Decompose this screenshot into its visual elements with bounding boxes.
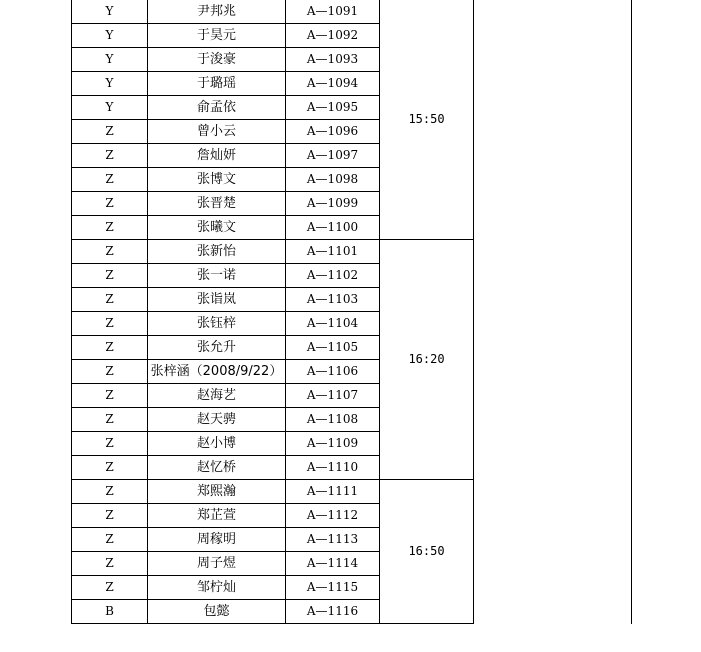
student-name-cell: 于浚豪	[148, 48, 286, 72]
ticket-number-cell: A—1096	[286, 120, 380, 144]
student-name-cell: 赵小博	[148, 432, 286, 456]
student-name-cell: 包懿	[148, 600, 286, 624]
ticket-number-cell: A—1104	[286, 312, 380, 336]
ticket-number-cell: A—1102	[286, 264, 380, 288]
blank-column-cell	[474, 0, 632, 624]
student-name-cell: 张晋楚	[148, 192, 286, 216]
ticket-number-cell: A—1111	[286, 480, 380, 504]
surname-initial-cell: Z	[72, 240, 148, 264]
surname-initial-cell: Y	[72, 24, 148, 48]
ticket-number-cell: A—1097	[286, 144, 380, 168]
surname-initial-cell: Z	[72, 408, 148, 432]
time-slot-cell: 15:50	[380, 0, 474, 240]
student-name-cell: 赵天骋	[148, 408, 286, 432]
ticket-number-cell: A—1098	[286, 168, 380, 192]
ticket-number-cell: A—1110	[286, 456, 380, 480]
time-slot-cell: 16:50	[380, 480, 474, 624]
surname-initial-cell: Z	[72, 456, 148, 480]
roster-body	[72, 0, 632, 624]
student-name-cell: 俞孟依	[148, 96, 286, 120]
ticket-number-cell: A—1092	[286, 24, 380, 48]
surname-initial-cell: Z	[72, 552, 148, 576]
student-name-cell: 郑芷萱	[148, 504, 286, 528]
surname-initial-cell: Z	[72, 312, 148, 336]
student-name-cell: 张诣岚	[148, 288, 286, 312]
ticket-number-cell: A—1099	[286, 192, 380, 216]
ticket-number-cell: A—1114	[286, 552, 380, 576]
surname-initial-cell: Z	[72, 384, 148, 408]
surname-initial-cell: Z	[72, 192, 148, 216]
student-name-cell: 曾小云	[148, 120, 286, 144]
surname-initial-cell: Y	[72, 48, 148, 72]
surname-initial-cell: Z	[72, 576, 148, 600]
ticket-number-cell: A—1103	[286, 288, 380, 312]
ticket-number-cell: A—1115	[286, 576, 380, 600]
student-name-cell: 周稼明	[148, 528, 286, 552]
ticket-number-cell: A—1106	[286, 360, 380, 384]
student-name-cell: 赵忆桥	[148, 456, 286, 480]
ticket-number-cell: A—1108	[286, 408, 380, 432]
ticket-number-cell: A—1095	[286, 96, 380, 120]
surname-initial-cell: Y	[72, 72, 148, 96]
ticket-number-cell: A—1093	[286, 48, 380, 72]
ticket-number-cell: A—1094	[286, 72, 380, 96]
surname-initial-cell: Z	[72, 432, 148, 456]
surname-initial-cell: Z	[72, 360, 148, 384]
surname-initial-cell: Y	[72, 96, 148, 120]
surname-initial-cell: Z	[72, 168, 148, 192]
roster-table	[71, 0, 632, 624]
surname-initial-cell: Z	[72, 480, 148, 504]
surname-initial-cell: Z	[72, 336, 148, 360]
student-name-cell: 于昊元	[148, 24, 286, 48]
time-slot-cell: 16:20	[380, 240, 474, 480]
student-name-cell: 于璐瑶	[148, 72, 286, 96]
student-name-cell: 赵海艺	[148, 384, 286, 408]
student-name-cell: 邹柠灿	[148, 576, 286, 600]
student-name-cell: 张梓涵（2008/9/22）	[148, 360, 286, 384]
surname-initial-cell: B	[72, 600, 148, 624]
surname-initial-cell: Z	[72, 288, 148, 312]
student-name-cell: 詹灿妍	[148, 144, 286, 168]
student-name-cell: 郑熙瀚	[148, 480, 286, 504]
ticket-number-cell: A—1113	[286, 528, 380, 552]
student-name-cell: 周子煜	[148, 552, 286, 576]
ticket-number-cell: A—1116	[286, 600, 380, 624]
ticket-number-cell: A—1100	[286, 216, 380, 240]
ticket-number-cell: A—1101	[286, 240, 380, 264]
surname-initial-cell: Z	[72, 504, 148, 528]
surname-initial-cell: Z	[72, 264, 148, 288]
surname-initial-cell: Z	[72, 216, 148, 240]
student-name-cell: 张博文	[148, 168, 286, 192]
surname-initial-cell: Z	[72, 144, 148, 168]
table-row	[72, 0, 632, 24]
surname-initial-cell: Z	[72, 528, 148, 552]
student-name-cell: 张新怡	[148, 240, 286, 264]
ticket-number-cell: A—1091	[286, 0, 380, 24]
surname-initial-cell: Z	[72, 120, 148, 144]
student-name-cell: 张曦文	[148, 216, 286, 240]
surname-initial-cell: Y	[72, 0, 148, 24]
student-name-cell: 张允升	[148, 336, 286, 360]
ticket-number-cell: A—1109	[286, 432, 380, 456]
ticket-number-cell: A—1105	[286, 336, 380, 360]
ticket-number-cell: A—1112	[286, 504, 380, 528]
ticket-number-cell: A—1107	[286, 384, 380, 408]
student-name-cell: 尹邦兆	[148, 0, 286, 24]
student-name-cell: 张一诺	[148, 264, 286, 288]
student-name-cell: 张钰梓	[148, 312, 286, 336]
